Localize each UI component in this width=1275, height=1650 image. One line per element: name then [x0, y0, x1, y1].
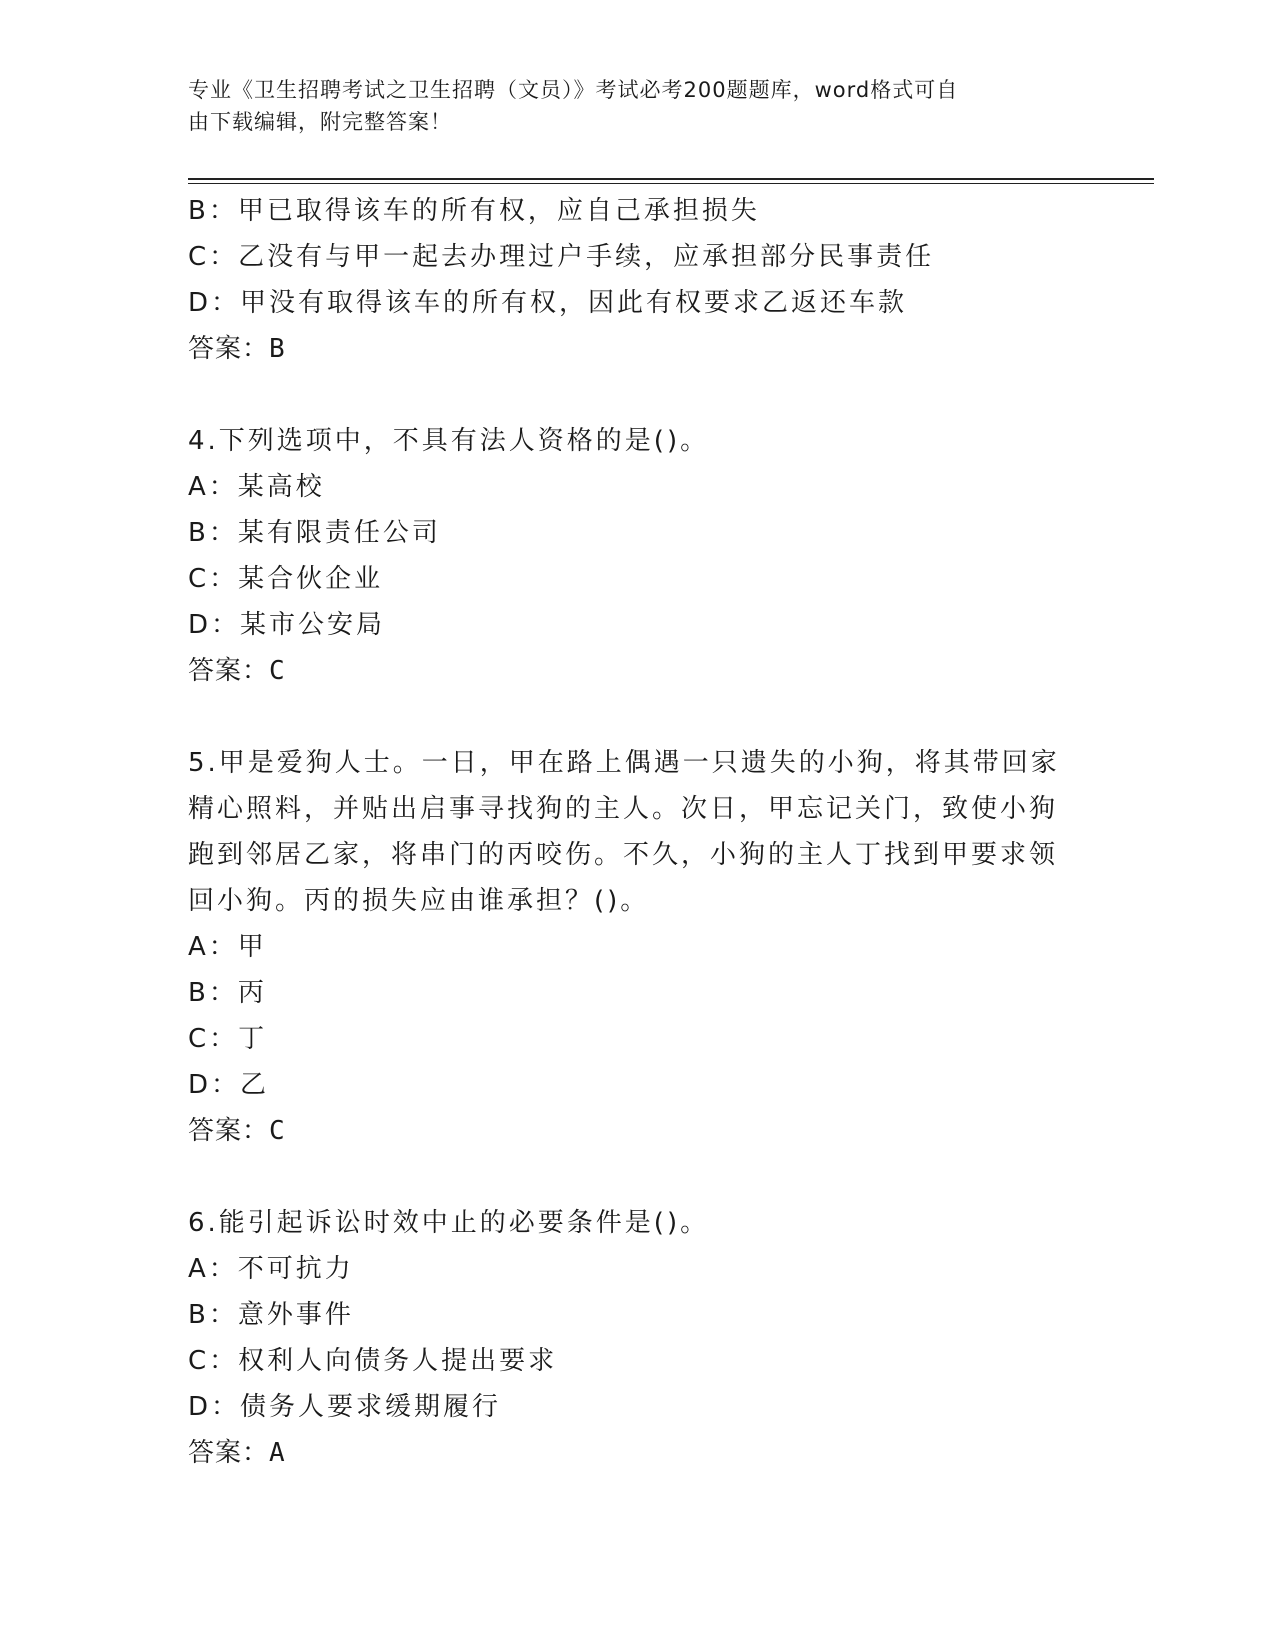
header-line-1: 专业《卫生招聘考试之卫生招聘（文员）》考试必考200题题库，word格式可自: [188, 78, 959, 102]
question-stem: 4.下列选项中，不具有法人资格的是()。: [188, 426, 710, 456]
option-c: C：权利人向债务人提出要求: [188, 1346, 558, 1376]
answer: 答案：C: [188, 1116, 286, 1146]
option-a: A：不可抗力: [188, 1254, 354, 1284]
option-d: D：甲没有取得该车的所有权，因此有权要求乙返还车款: [188, 288, 908, 318]
answer: 答案：A: [188, 1438, 286, 1468]
option-a: A：甲: [188, 932, 267, 962]
question-list: [188, 188, 1068, 1476]
option-c: C：某合伙企业: [188, 564, 384, 594]
option-d: D：乙: [188, 1070, 270, 1100]
question-4: [188, 418, 1068, 694]
question-stem: 6.能引起诉讼时效中止的必要条件是()。: [188, 1208, 710, 1238]
option-b: B：意外事件: [188, 1300, 354, 1330]
question-5: [188, 740, 1068, 1154]
option-a: A：某高校: [188, 472, 325, 502]
answer: 答案：B: [188, 334, 286, 364]
option-b: B：丙: [188, 978, 267, 1008]
option-b: B：某有限责任公司: [188, 518, 441, 548]
question-stem-line-3: 跑到邻居乙家，将串门的丙咬伤。不久，小狗的主人丁找到甲要求领: [188, 840, 1059, 870]
option-c: C：乙没有与甲一起去办理过户手续，应承担部分民事责任: [188, 242, 935, 272]
document-header: [188, 74, 1088, 138]
option-c: C：丁: [188, 1024, 268, 1054]
option-b: B：甲已取得该车的所有权，应自己承担损失: [188, 196, 760, 226]
question-6: [188, 1200, 1068, 1476]
option-d: D：债务人要求缓期履行: [188, 1392, 502, 1422]
header-divider-thin: [188, 183, 1154, 184]
question-stem-line-2: 精心照料，并贴出启事寻找狗的主人。次日，甲忘记关门，致使小狗: [188, 794, 1059, 824]
header-divider-thick: [188, 178, 1154, 180]
answer: 答案：C: [188, 656, 286, 686]
option-d: D：某市公安局: [188, 610, 386, 640]
question-stem-line-4: 回小狗。丙的损失应由谁承担？()。: [188, 886, 650, 916]
question-3: [188, 188, 1068, 372]
question-stem-line-1: 5.甲是爱狗人士。一日，甲在路上偶遇一只遗失的小狗，将其带回家: [188, 748, 1060, 778]
header-line-2: 由下载编辑，附完整答案！: [188, 110, 452, 134]
